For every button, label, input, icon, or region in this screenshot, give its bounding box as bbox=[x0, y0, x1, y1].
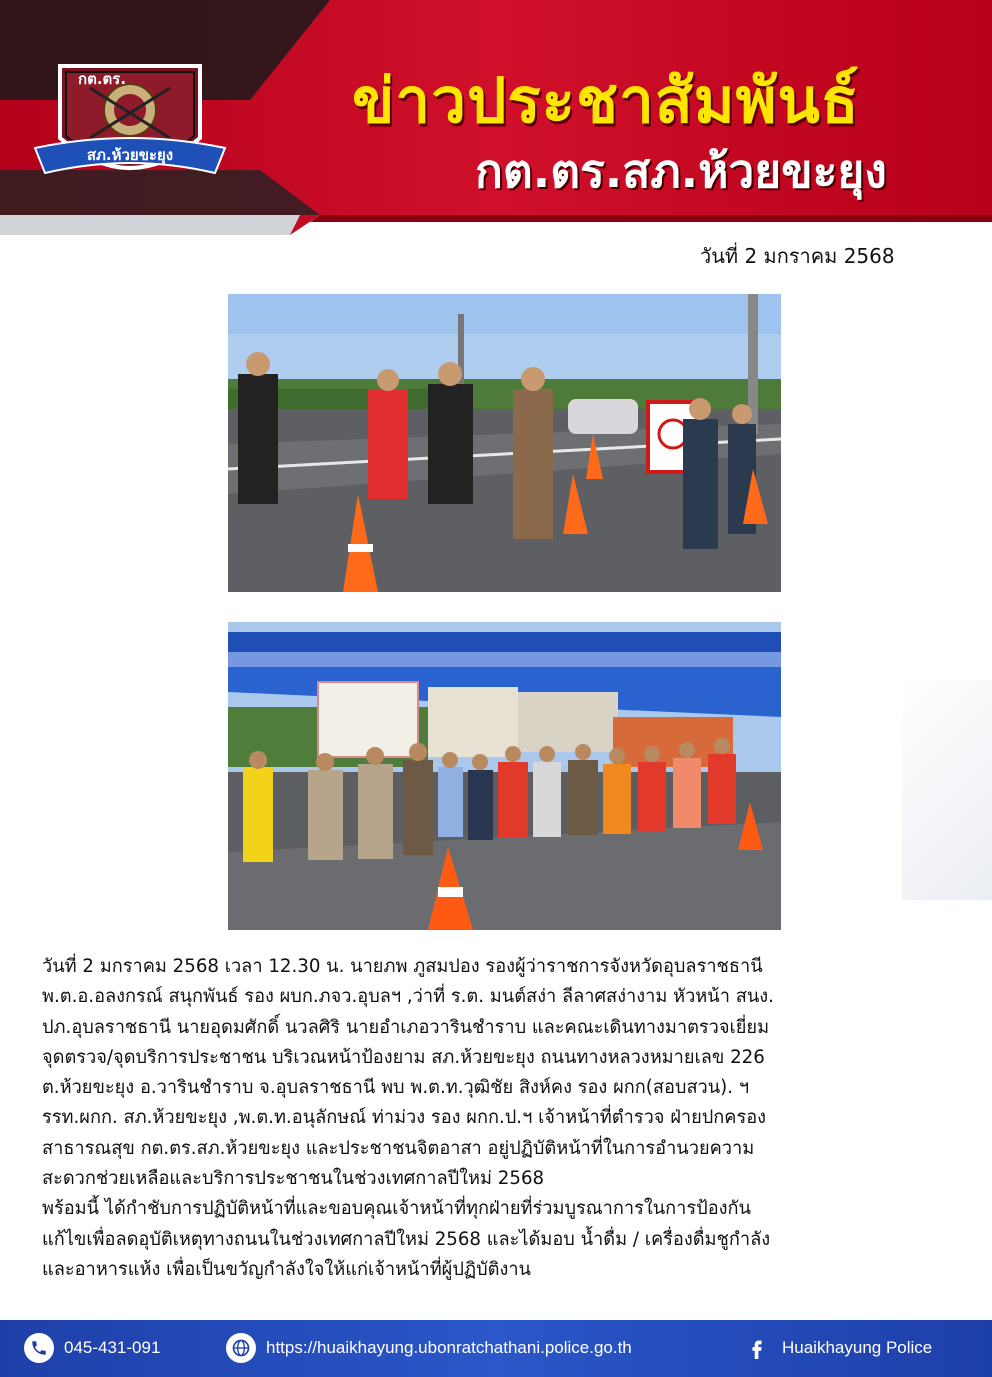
group-photo-service-tent bbox=[228, 622, 781, 930]
page-subtitle: กต.ตร.สภ.ห้วยขะยุง bbox=[475, 144, 887, 198]
body-line: แก้ไขเพื่อลดอุบัติเหตุทางถนนในช่วงเทศกาลปีใหม่ 2568 และได้มอบ น้ำดื่ม / เครื่องดื่มชูกำลัง bbox=[42, 1228, 771, 1250]
phone-icon bbox=[24, 1333, 54, 1363]
body-line: ต.ห้วยขะยุง อ.วารินชำราบ จ.อุบลราชธานี พบ พ.ต.ท.วุฒิชัย สิงห์คง รอง ผกก(สอบสวน). ฯ bbox=[42, 1077, 750, 1099]
logo-ribbon-text: สภ.ห้วยขะยุง bbox=[86, 146, 174, 164]
body-line: พ.ต.อ.อลงกรณ์ สนุกพันธ์ รอง ผบก.ภจว.อุบลฯ ,ว่าที่ ร.ต. มนต์สง่า ลีลาศสง่างาม หัวหน้า สนง. bbox=[42, 986, 774, 1008]
footer-website[interactable] bbox=[226, 1332, 632, 1364]
website-url: https://huaikhayung.ubonratchathani.police.go.th bbox=[266, 1338, 632, 1357]
facebook-icon bbox=[742, 1333, 772, 1363]
body-line: พร้อมนี้ ได้กำชับการปฏิบัติหน้าที่และขอบคุณเจ้าหน้าที่ทุกฝ่ายที่ร่วมบูรณาการในการป้องกัน bbox=[42, 1198, 751, 1220]
body-line: และอาหารแห้ง เพื่อเป็นขวัญกำลังใจให้แก่เจ้าหน้าที่ผู้ปฏิบัติงาน bbox=[42, 1258, 531, 1280]
news-body bbox=[42, 952, 962, 1285]
date-line: วันที่ 2 มกราคม 2568 bbox=[700, 244, 895, 268]
body-line: จุดตรวจ/จุดบริการประชาชน บริเวณหน้าป้องยาม สภ.ห้วยขะยุง ถนนทางหลวงหมายเลข 226 bbox=[42, 1046, 765, 1068]
body-line: วันที่ 2 มกราคม 2568 เวลา 12.30 น. นายภพ ภูสมปอง รองผู้ว่าราชการจังหวัดอุบลราชธานี bbox=[42, 956, 763, 977]
police-logo bbox=[30, 48, 230, 198]
footer-bar bbox=[0, 1320, 992, 1377]
phone-number: 045-431-091 bbox=[64, 1338, 161, 1357]
body-line: รรท.ผกก. สภ.ห้วยขะยุง ,พ.ต.ท.อนุลักษณ์ ท่าม่วง รอง ผกก.ป.ฯ เจ้าหน้าที่ตำรวจ ฝ่ายปกครอง bbox=[42, 1107, 767, 1129]
page-title: ข่าวประชาสัมพันธ์ bbox=[352, 64, 860, 137]
header-banner bbox=[0, 0, 992, 250]
body-line: สะดวกช่วยเหลือและบริการประชาชนในช่วงเทศกาลปีใหม่ 2568 bbox=[42, 1168, 545, 1190]
footer-facebook[interactable] bbox=[742, 1332, 932, 1364]
globe-icon bbox=[226, 1333, 256, 1363]
footer-phone[interactable] bbox=[24, 1332, 160, 1364]
logo-top-text: กต.ตร. bbox=[78, 70, 127, 88]
body-line: สาธารณสุข กต.ตร.สภ.ห้วยขะยุง และประชาชนจิตอาสา อยู่ปฏิบัติหน้าที่ในการอำนวยความ bbox=[42, 1137, 755, 1159]
facebook-name: Huaikhayung Police bbox=[782, 1338, 933, 1357]
checkpoint-inspection-photo bbox=[228, 294, 781, 592]
decorative-shape bbox=[902, 680, 992, 900]
body-line: ปภ.อุบลราชธานี นายอุดมศักดิ์ นวลศิริ นายอำเภอวารินชำราบ และคณะเดินทางมาตรวจเยี่ยม bbox=[42, 1016, 770, 1038]
